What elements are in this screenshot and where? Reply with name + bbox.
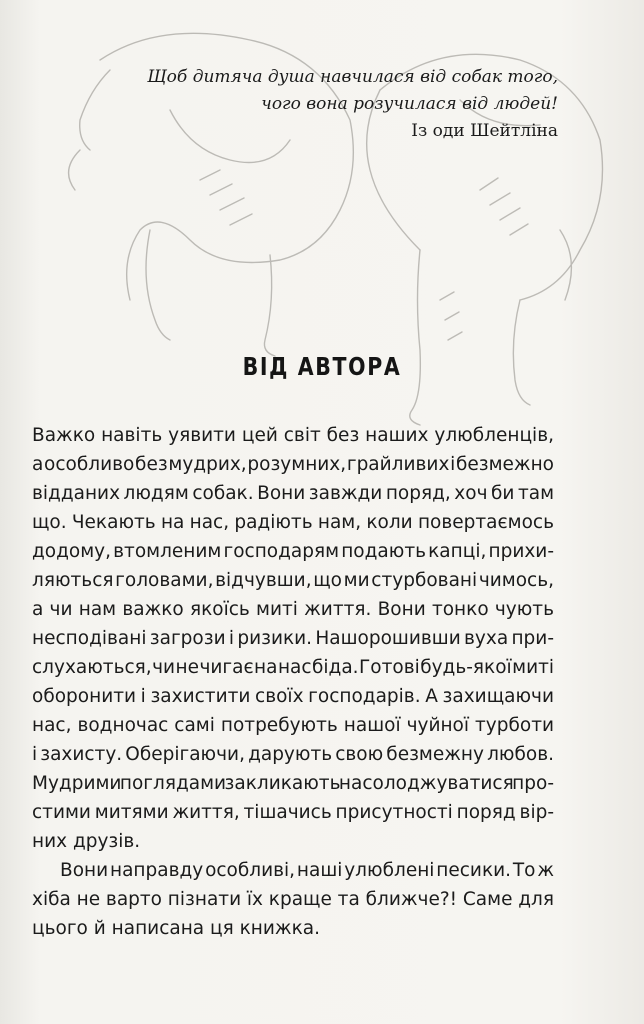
- chapter-heading: ВІД АВТОРА: [242, 352, 402, 381]
- author-foreword-text: [32, 421, 554, 943]
- text-line: і захисту. Оберігаючи, дарують свою безмежну любов.: [32, 744, 554, 765]
- text-line: стими митями життя, тішачись присутності поряд вір-: [32, 802, 554, 823]
- paragraph-2: [32, 856, 554, 943]
- epigraph-source: Із оди Шейтліна: [411, 121, 558, 141]
- text-line: відданих людям собак. Вони завжди поряд, хоч би там: [32, 483, 555, 504]
- text-line: несподівані загрози і ризики. Нашорошивши вуха при-: [32, 628, 554, 649]
- text-line: Важко навіть уявити цей світ без наших улюбленців,: [32, 425, 554, 446]
- text-line: цього й написана ця книжка.: [32, 918, 320, 939]
- text-line: оборонити і захистити своїх господарів. А захищаючи: [32, 686, 554, 707]
- text-line: них друзів.: [32, 831, 141, 852]
- text-line: а особливо без мудрих, розумних, грайливих і безмежно: [32, 454, 554, 475]
- paragraph-1: [32, 421, 554, 856]
- text-line: ляються головами, відчувши, що ми стурбовані чимось,: [32, 570, 555, 591]
- text-line: хіба не варто пізнати їх краще та ближче?! Саме для: [32, 889, 554, 910]
- text-line: що. Чекають на нас, радіють нам, коли повертаємось: [32, 512, 554, 533]
- text-line: слухаються, чи не чигає на нас біда. Готові будь-якої миті: [32, 657, 555, 678]
- text-line: а чи нам важко якоїсь миті життя. Вони тонко чують: [32, 599, 554, 620]
- text-line: Вони направду особливі, наші улюблені песики. То ж: [60, 860, 554, 881]
- text-line: Мудрими поглядами закликають насолоджуватися про-: [32, 773, 554, 794]
- text-line: додому, втомленим господарям подають капці, прихи-: [32, 541, 554, 562]
- text-line: нас, водночас самі потребують нашої чуйної турботи: [32, 715, 554, 736]
- epigraph-line-2: чого вона розучилася від людей!: [261, 94, 558, 114]
- epigraph: [147, 64, 558, 145]
- epigraph-line-1: Щоб дитяча душа навчилася від собак того,: [147, 67, 558, 87]
